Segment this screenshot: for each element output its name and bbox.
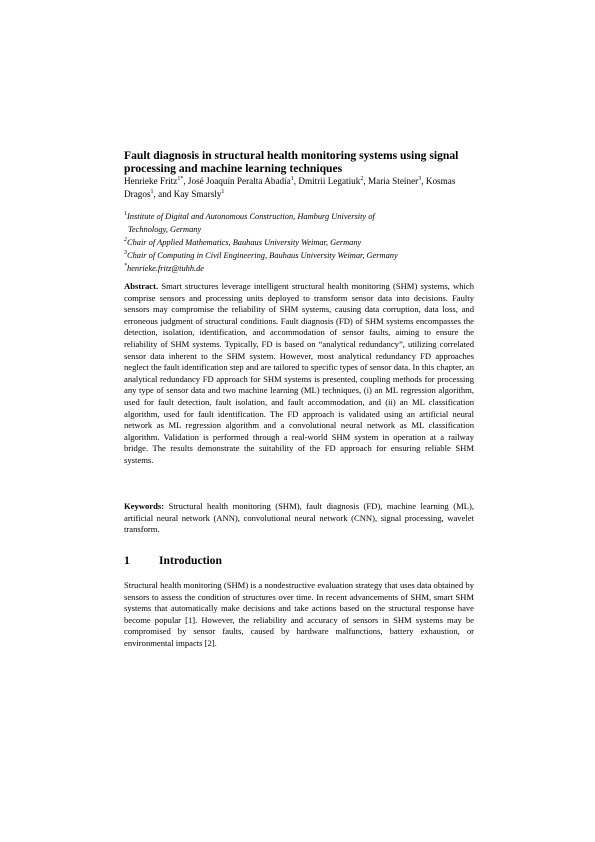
section-number: 1 [124,554,130,567]
section-title: Introduction [159,554,222,567]
affiliation-list [124,210,479,275]
affiliation-text: Chair of Applied Mathematics, Bauhaus University Weimar, Germany [127,238,362,247]
author-sup: 1 [290,175,294,182]
keywords [124,501,474,536]
paper-title: Fault diagnosis in structural health monitoring systems using signal processing and machine learning techniques [124,149,459,175]
keywords-label: Keywords: [124,501,165,511]
affiliation-text: Chair of Computing in Civil Engineering, Bauhaus University Weimar, Germany [127,251,398,260]
author: Maria Steiner [367,176,419,186]
affiliation-text: Institute of Digital and Autonomous Construction, Hamburg University of [127,212,375,221]
author: Kosmas Dragos [124,176,456,199]
author-sup: 2 [360,175,364,182]
author-sup: 1 [221,188,225,195]
abstract-label: Abstract. [124,281,159,291]
author: Kay Smarsly [173,189,222,199]
author-sup: 1* [177,175,184,182]
author-sup: 1 [150,188,154,195]
affiliation [124,249,479,262]
corresponding-email [124,262,479,275]
affiliation [124,236,479,249]
author-list: Henrieke Fritz$^{1*}$, José Joaquín Peralta Abadía$^1$, Dmitrii Legatiuk$^2$, Maria Steiner$^3$, Kosmas Dragos$^1$, and Kay Smarsly$^1$ [124,175,456,199]
affiliation-sup: * [124,263,127,270]
author: Dmitrii Legatiuk [298,176,361,186]
author: Henrieke Fritz [124,176,178,186]
affiliation-sup: 3 [124,250,127,257]
author-sup: 3 [418,175,422,182]
affiliation-sup: 2 [124,237,127,244]
section-heading [124,554,222,567]
affiliation-sup: 1 [124,211,127,218]
abstract [124,281,474,467]
affiliation-continued: Technology, Germany [128,225,202,234]
abstract-text: Smart structures leverage intelligent structural health monitoring (SHM) systems, which comprise sensors and processing units deployed to transform sensor data into decisions. Faulty sensors may compromise the reliability of SHM systems, causing data corruption, data loss, and erroneous judgment of structural conditions. Fault diagnosis (FD) of SHM systems encompasses the detection, isolation, identification, and accommodation of sensor faults, aiming to ensure the reliability of SHM systems. Typically, FD is based on “analytical redundancy”, utilizing correlated sensor data inherent to the SHM system. However, most analytical redundancy FD approaches neglect the fault identification step and are tailored to specific types of sensor data. In this chapter, an analytical redundancy FD approach for SHM systems is presented, coupling methods for processing any type of sensor data and two machine learning (ML) techniques, (i) an ML regression algorithm, used for fault detection, fault isolation, and fault accommodation, and (ii) an ML classification algorithm, used for fault identification. The FD approach is validated using an artificial neural network as ML regression algorithm and a convolutional neural network as ML classification algorithm. Validation is performed through a real-world SHM system in operation at a railway bridge. The results demonstrate the suitability of the FD approach for ensuring reliable SHM systems. [124,281,474,465]
affiliation [124,210,479,223]
email-text: henrieke.fritz@tuhh.de [127,264,205,273]
keywords-text: Structural health monitoring (SHM), fault diagnosis (FD), machine learning (ML), artificial neural network (ANN), convolutional neural network (CNN), signal processing, wavelet transform. [124,501,475,535]
introduction-paragraph: Structural health monitoring (SHM) is a nondestructive evaluation strategy that uses data obtained by sensors to assess the condition of structures over time. In recent advancements of SHM, smart SHM systems that automatically make decisions and take actions based on the structural response have become popular [1]. However, the reliability and accuracy of sensors in SHM systems may be compromised by sensor faults, caused by hardware malfunctions, battery exhaustion, or environmental impacts [2]. [124,580,474,648]
author: José Joaquín Peralta Abadía [187,176,291,186]
